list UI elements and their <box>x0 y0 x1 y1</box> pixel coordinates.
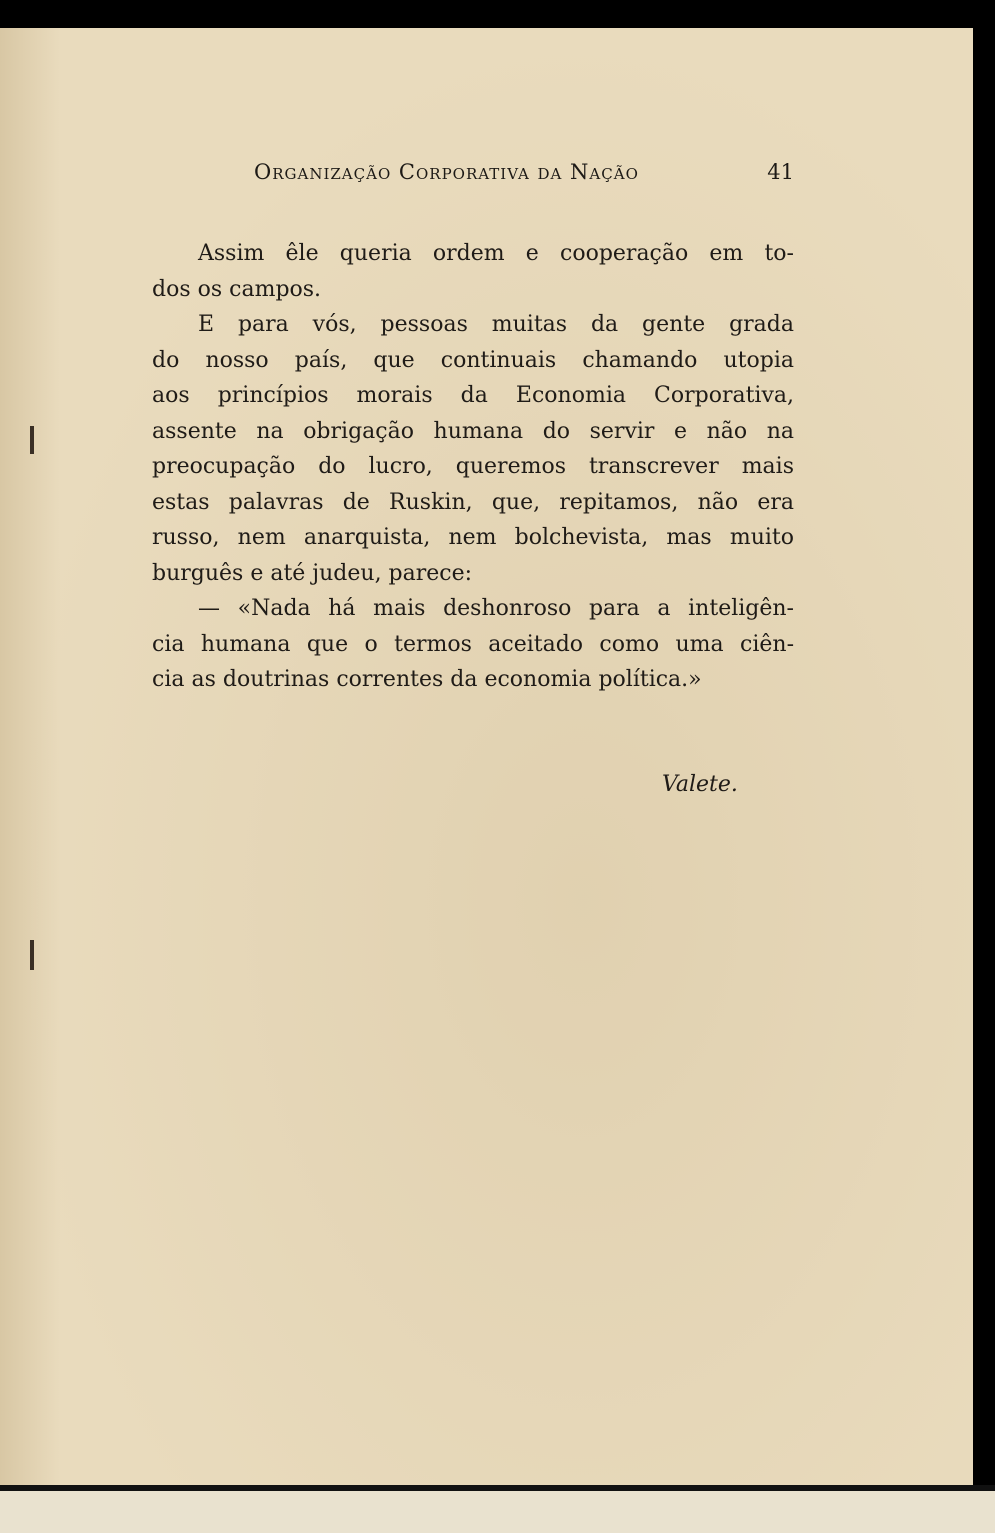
signoff: Valete. <box>662 772 738 797</box>
text-line: assente na obrigação humana do servir e não na <box>152 418 794 444</box>
margin-mark <box>30 940 34 970</box>
text-line: aos princípios morais da Economia Corporativa, <box>152 383 794 408</box>
text-line: burguês e até judeu, parece: <box>152 560 473 586</box>
running-title: Organização Corporativa da Nação <box>254 160 639 184</box>
page-fold-shadow <box>0 28 60 1485</box>
body-text <box>152 236 794 698</box>
book-page <box>0 28 973 1485</box>
text-line: E para vós, pessoas muitas da gente grada <box>198 312 794 337</box>
page-number: 41 <box>767 160 794 184</box>
scan-edge-right <box>973 0 995 1527</box>
text-line: Assim êle queria ordem e cooperação em to- <box>198 241 794 266</box>
text-line: estas palavras de Ruskin, que, repitamos, não era <box>152 489 794 515</box>
scan-edge-bottom <box>0 1485 995 1533</box>
text-line: do nosso país, que continuais chamando utopia <box>152 347 794 373</box>
text-line: dos os campos. <box>152 276 322 302</box>
text-line: russo, nem anarquista, nem bolchevista, mas muito <box>152 525 794 550</box>
margin-mark <box>30 426 34 454</box>
text-line: cia as doutrinas correntes da economia política.» <box>152 667 702 692</box>
running-header <box>254 160 794 194</box>
text-line: — «Nada há mais deshonroso para a inteligên- <box>198 596 794 621</box>
text-line: cia humana que o termos aceitado como uma ciên- <box>152 631 794 657</box>
text-line: preocupação do lucro, queremos transcrever mais <box>152 454 794 479</box>
